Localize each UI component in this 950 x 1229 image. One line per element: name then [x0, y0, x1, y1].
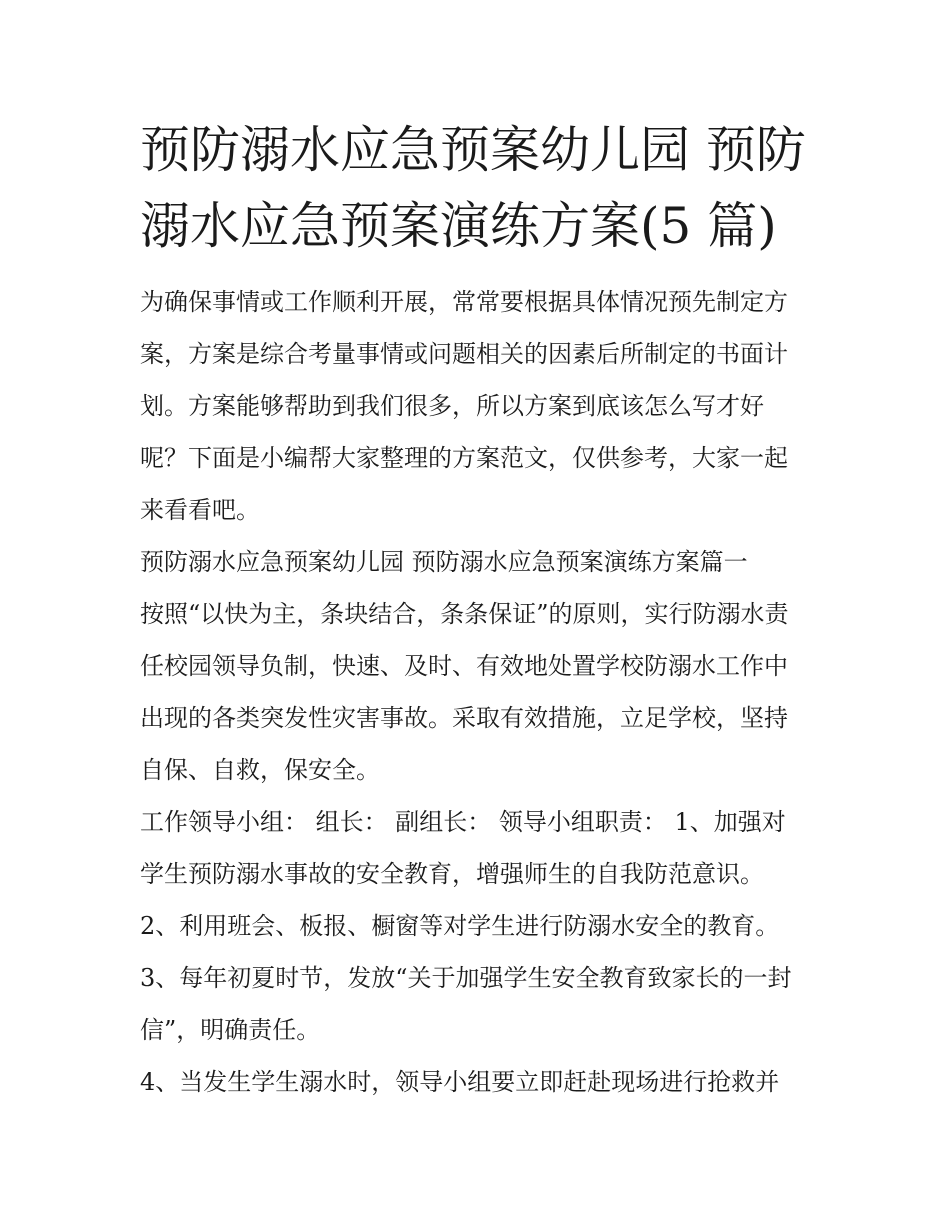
body-line: 来看看吧。 [140, 496, 260, 524]
body-line: 划。方案能够帮助到我们很多，所以方案到底该怎么写才好 [140, 392, 764, 420]
body-line: 呢？下面是小编帮大家整理的方案范文，仅供参考，大家一起 [140, 444, 788, 472]
body-line: 信”，明确责任。 [140, 1016, 321, 1044]
body-line: 按照“以快为主，条块结合，条条保证”的原则，实行防溺水责 [140, 600, 789, 628]
body-line: 为确保事情或工作顺利开展，常常要根据具体情况预先制定方 [140, 288, 788, 316]
section-heading: 预防溺水应急预案幼儿园 预防溺水应急预案演练方案篇一 [140, 548, 748, 576]
body-line: 4、当发生学生溺水时，领导小组要立即赶赴现场进行抢救并 [140, 1068, 780, 1096]
body-line: 工作领导小组： 组长： 副组长： 领导小组职责： 1、加强对 [140, 808, 786, 836]
body-line: 学生预防溺水事故的安全教育，增强师生的自我防范意识。 [140, 860, 764, 888]
body-line: 3、每年初夏时节，发放“关于加强学生安全教育致家长的一封 [140, 964, 792, 992]
body-line: 自保、自救，保安全。 [140, 756, 380, 784]
title-line-1: 预防溺水应急预案幼儿园 预防 [140, 121, 806, 179]
title-line-2: 溺水应急预案演练方案(5 篇) [140, 197, 777, 255]
body-line: 任校园领导负制，快速、及时、有效地处置学校防溺水工作中 [140, 652, 788, 680]
document-title [140, 112, 820, 264]
body-line: 2、利用班会、板报、橱窗等对学生进行防溺水安全的教育。 [140, 912, 780, 940]
body-line: 案，方案是综合考量事情或问题相关的因素后所制定的书面计 [140, 340, 788, 368]
document-body [140, 276, 820, 1108]
body-line: 出现的各类突发性灾害事故。采取有效措施，立足学校，坚持 [140, 704, 788, 732]
